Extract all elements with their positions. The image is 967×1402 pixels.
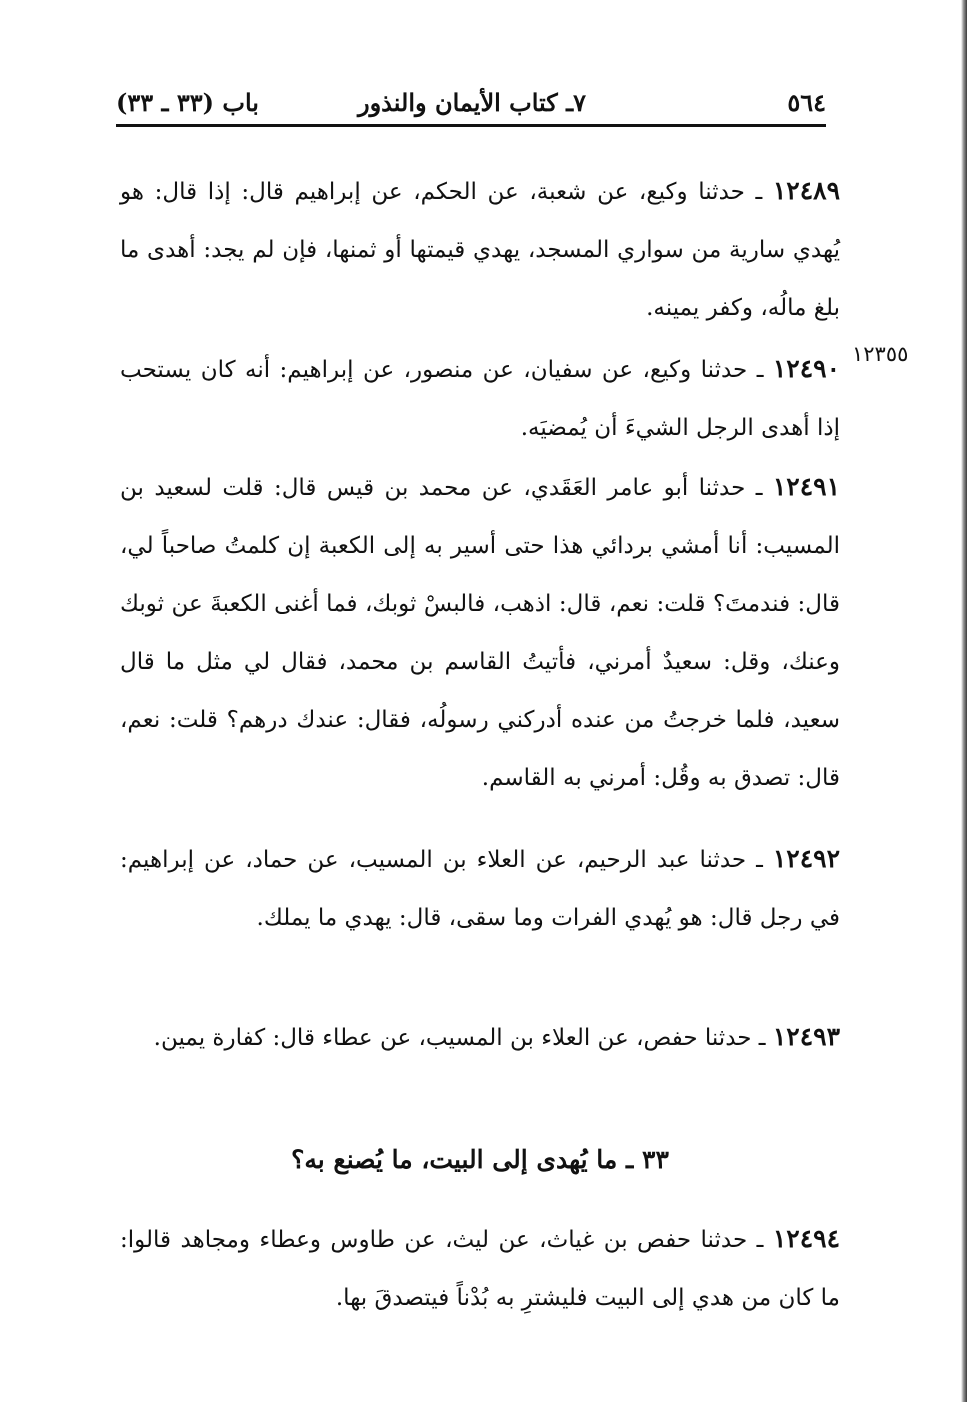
- hadith-paragraph: [120, 1008, 840, 1067]
- hadith-text: ـ حدثنا عبد الرحيم، عن العلاء بن المسيب، عن حماد، عن إبراهيم: في رجل قال: هو يُهدي الفرات وما سقى، قال: يهدي ما يملك.: [120, 847, 840, 931]
- running-header: [116, 84, 826, 124]
- scan-edge-shadow: [961, 0, 967, 1402]
- hadith-number: ١٢٤٨٩: [772, 176, 840, 205]
- hadith-text: ـ حدثنا وكيع، عن سفيان، عن منصور، عن إبراهيم: أنه كان يستحب إذا أهدى الرجل الشيءَ أن يُمضيَه.: [120, 357, 840, 441]
- hadith-12493: [120, 1008, 840, 1067]
- page-number: ٥٦٤: [787, 88, 826, 117]
- section-heading: ٣٣ ـ ما يُهدى إلى البيت، ما يُصنع به؟: [291, 1145, 669, 1174]
- header-rule: [116, 124, 826, 127]
- hadith-12489: [120, 162, 840, 337]
- margin-reference-number: ١٢٣٥٥: [852, 342, 909, 366]
- hadith-number: ١٢٤٩٠: [772, 354, 840, 383]
- hadith-text: ـ حدثنا وكيع، عن شعبة، عن الحكم، عن إبراهيم قال: إذا قال: هو يُهدي سارية من سواري المسجد، يهدي قيمتها أو ثمنها، فإن لم يجد: أهدى ما بلغ مالُه، وكفر يمينه.: [120, 179, 840, 321]
- hadith-number: ١٢٤٩١: [772, 472, 840, 501]
- hadith-12492: [120, 830, 840, 947]
- hadith-text: ـ حدثنا أبو عامر العَقَدي، عن محمد بن قيس قال: قلت لسعيد بن المسيب: أنا أمشي بردائي هذا حتى أسير به إلى الكعبة إن كلمتُ صاحباً لي، قال: فندمتَ؟ قلت: نعم، قال: اذهب، فالبسْ ثوبك، فما أغنى الكعبةَ عن ثوبك وعنك، وقل: سعيدٌ أمرني، فأتيتُ القاسم بن محمد، فقال لي مثل ما قال سعيد، فلما خرجتُ من عنده أدركني رسولُه، فقال: عندك درهم؟ قلت: نعم، قال: تصدق به وقُل: أمرني به القاسم.: [120, 475, 840, 791]
- hadith-12490: [120, 340, 840, 457]
- hadith-text: ـ حدثنا حفص، عن العلاء بن المسيب، عن عطاء قال: كفارة يمين.: [153, 1025, 773, 1051]
- hadith-paragraph: [120, 1210, 840, 1327]
- hadith-paragraph: [120, 340, 840, 457]
- hadith-number: ١٢٤٩٤: [772, 1224, 840, 1253]
- hadith-12494: [120, 1210, 840, 1327]
- hadith-12491: [120, 458, 840, 807]
- book-title: ٧ـ كتاب الأيمان والنذور: [358, 88, 586, 117]
- chapter-label: باب (٣٣ ـ ٣٣): [116, 88, 259, 117]
- hadith-paragraph: [120, 458, 840, 807]
- hadith-text: ـ حدثنا حفص بن غياث، عن ليث، عن طاوس وعطاء ومجاهد قالوا: ما كان من هدي إلى البيت فليشترِ به بُدْناً فيتصدقَ بها.: [120, 1227, 840, 1311]
- hadith-paragraph: [120, 830, 840, 947]
- hadith-number: ١٢٤٩٢: [772, 844, 840, 873]
- hadith-paragraph: [120, 162, 840, 337]
- hadith-number: ١٢٤٩٣: [772, 1022, 840, 1051]
